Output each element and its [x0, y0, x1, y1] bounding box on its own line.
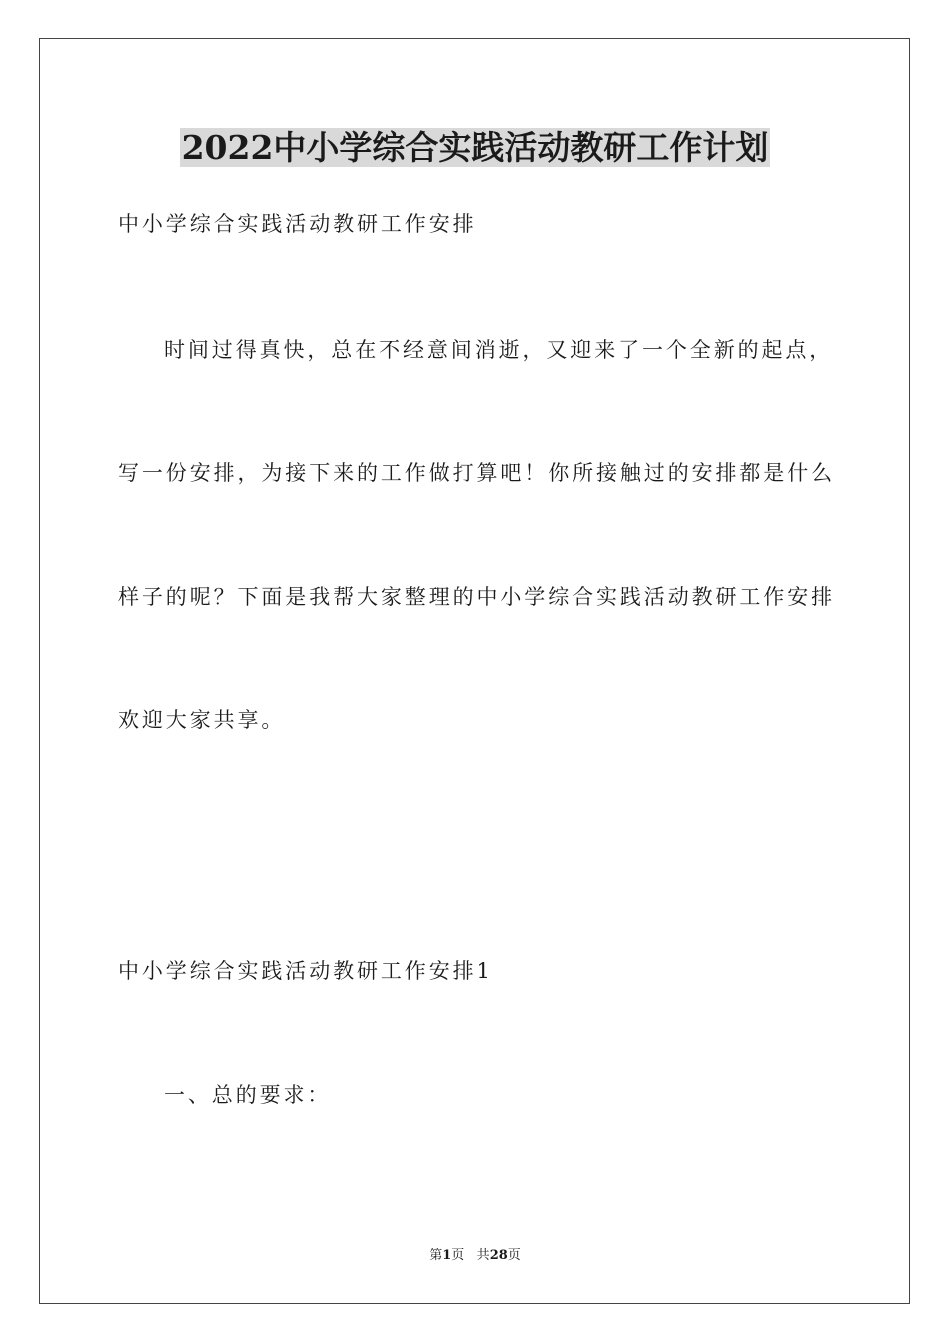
footer-total-suffix: 页 [507, 1248, 521, 1263]
intro-line-4: 欢迎大家共享。 [118, 708, 286, 732]
document-subtitle: 中小学综合实践活动教研工作安排 [118, 212, 477, 236]
footer-total-pages: 28 [489, 1248, 508, 1263]
intro-line-3: 样子的呢？下面是我帮大家整理的中小学综合实践活动教研工作安排 [118, 585, 835, 609]
intro-line-1: 时间过得真快，总在不经意间消逝，又迎来了一个全新的起点， [164, 338, 834, 362]
footer-page-suffix: 页 [451, 1248, 465, 1263]
footer-page-prefix: 第 [429, 1248, 443, 1263]
intro-line-2: 写一份安排，为接下来的工作做打算吧！你所接触过的安排都是什么 [118, 461, 835, 485]
document-title-text: 2022中小学综合实践活动教研工作计划 [181, 128, 769, 167]
section-heading: 中小学综合实践活动教研工作安排1 [118, 959, 493, 983]
page-footer [0, 1247, 950, 1265]
footer-total-prefix: 共 [476, 1248, 490, 1263]
document-title [0, 126, 950, 170]
footer-page-number: 1 [442, 1248, 452, 1263]
item-heading: 一、总的要求： [164, 1083, 332, 1107]
